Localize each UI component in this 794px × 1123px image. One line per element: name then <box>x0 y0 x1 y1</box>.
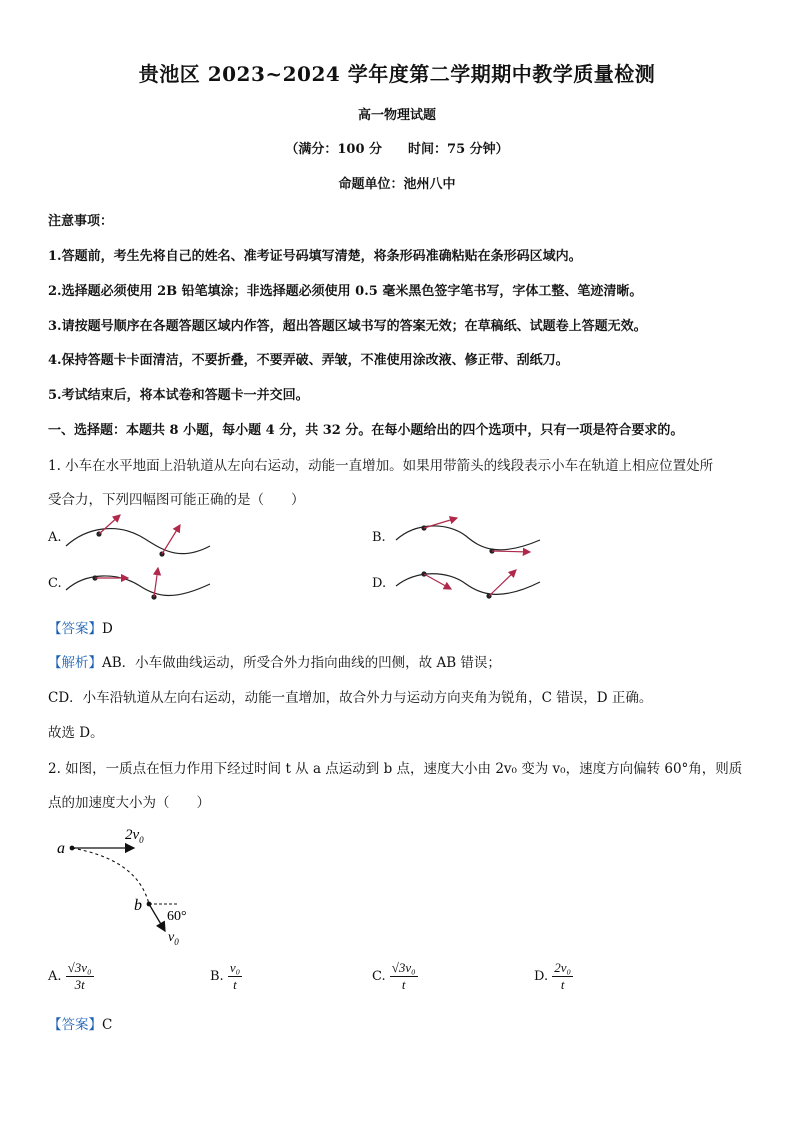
option-d-figure <box>396 570 540 599</box>
point-b-label: b <box>134 897 142 914</box>
exam-unit: 命题单位：池州八中 <box>338 177 456 192</box>
analysis-tag: 【解析】 <box>48 655 102 671</box>
option-c-figure <box>66 568 210 600</box>
question-2-answer <box>48 1013 112 1033</box>
answer-value: D <box>102 621 113 637</box>
question-2-figure <box>40 815 240 955</box>
note-item: 5.考试结束后，将本试卷和答题卡一并交回。 <box>48 388 309 403</box>
q2-option-d: D. $\frac{\text{2v₀}}{t}$ <box>534 960 572 992</box>
option-a-figure <box>66 515 210 557</box>
option-a-label: A. <box>48 530 62 545</box>
page-title: 贵池区 2023~2024 学年度第二学期期中教学质量检测 <box>138 62 656 86</box>
q2-option-c: C. $\frac{\text{√3v₀}}{t}$ <box>372 960 416 992</box>
note-item: 2.选择题必须使用 2B 铅笔填涂；非选择题必须使用 0.5 毫米黑色签字笔书写，字体工整、笔迹清晰。 <box>48 284 643 299</box>
note-item: 3.请按题号顺序在各题答题区域内作答，超出答题区域书写的答案无效；在草稿纸、试题卷上答题无效。 <box>48 319 647 334</box>
option-b-label: B. <box>372 530 386 545</box>
point-a-label: a <box>57 840 65 857</box>
answer-tag: 【答案】 <box>48 1017 102 1033</box>
analysis-conclusion: 故选 D。 <box>48 725 104 741</box>
option-b-figure <box>396 518 540 554</box>
score-time: （满分：100 分 时间：75 分钟） <box>285 142 509 157</box>
q2-option-b: B. $\frac{\text{v₀}}{t}$ <box>210 960 241 992</box>
question-2-text: 2. 如图，一质点在恒力作用下经过时间 t 从 a 点运动到 b 点，速度大小由 2v₀ 变为 v₀，速度方向偏转 60°角，则质 <box>48 761 743 777</box>
question-1-text: 1. 小车在水平地面上沿轨道从左向右运动，动能一直增加。如果用带箭头的线段表示小车在轨道上相应位置处所 <box>48 458 714 474</box>
question-1-text-cont: 受合力，下列四幅图可能正确的是（ ） <box>48 492 305 508</box>
note-item: 4.保持答题卡卡面清洁，不要折叠，不要弄破、弄皱，不准使用涂改液、修正带、刮纸刀。 <box>48 353 569 368</box>
answer-value: C <box>102 1017 113 1033</box>
velocity-2v0-label: $2v_0$ <box>125 827 144 845</box>
notes-heading: 注意事项： <box>48 214 114 229</box>
page-subtitle: 高一物理试题 <box>357 108 436 123</box>
section-heading: 一、选择题：本题共 8 小题，每小题 4 分，共 32 分。在每小题给出的四个选项中，只有一项是符合要求的。 <box>48 423 684 438</box>
question-1-analysis <box>48 651 501 671</box>
q2-option-a: A. $\frac{\text{√3v₀}}{3t}$ <box>48 960 92 992</box>
question-1-answer <box>48 617 113 637</box>
option-d-label: D. <box>372 576 387 591</box>
analysis-text: CD．小车沿轨道从左向右运动，动能一直增加，故合外力与运动方向夹角为锐角，C 错误，D 正确。 <box>48 690 653 706</box>
answer-tag: 【答案】 <box>48 621 102 637</box>
velocity-v0-label: $v_0$ <box>168 930 179 947</box>
analysis-text: AB．小车做曲线运动，所受合外力指向曲线的凹侧，故 AB 错误； <box>102 655 501 671</box>
question-2-text-cont: 点的加速度大小为（ ） <box>48 795 210 811</box>
option-c-label: C. <box>48 576 62 591</box>
angle-label: 60° <box>167 909 187 924</box>
note-item: 1.答题前，考生先将自己的姓名、准考证号码填写清楚，将条形码准确粘贴在条形码区域内。 <box>48 249 582 264</box>
